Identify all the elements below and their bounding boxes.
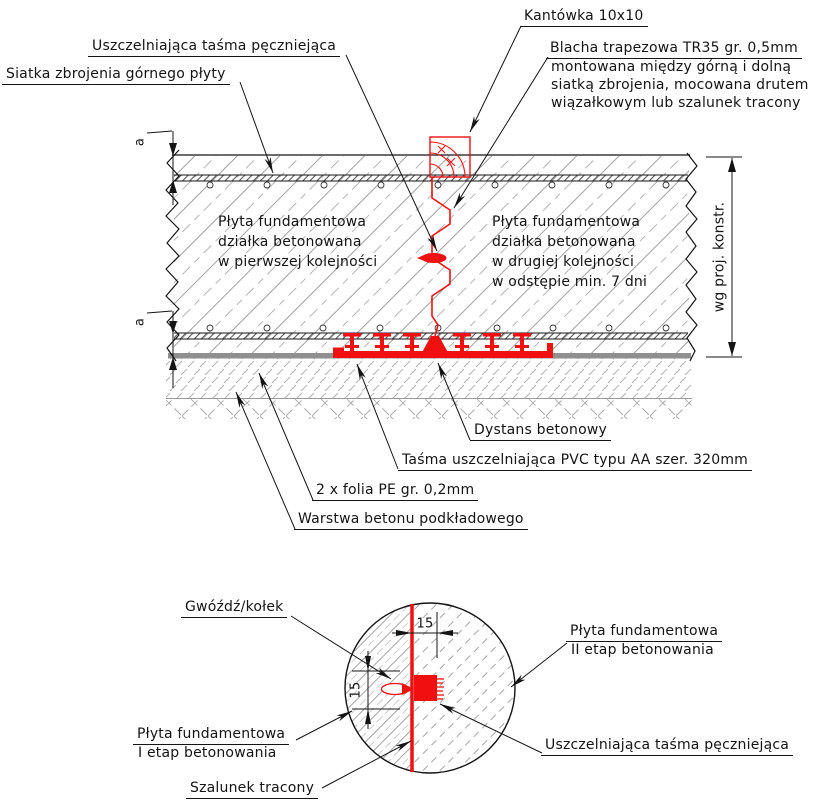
leader-stage2 bbox=[511, 643, 567, 687]
label-stage2-2: II etap betonowania bbox=[571, 642, 714, 658]
label-dim-a-bottom: a bbox=[132, 317, 148, 327]
label-top-mesh: Siatka zbrojenia górnego płyty bbox=[2, 67, 230, 85]
label-blinding-layer: Warstwa betonu podkładowego bbox=[294, 512, 528, 530]
soil-layer bbox=[166, 399, 692, 419]
leader-stage1 bbox=[296, 711, 352, 740]
detail-swelling-tape bbox=[414, 675, 437, 701]
label-nail: Gwóźdź/kołek bbox=[181, 600, 287, 618]
label-trapezoidal-sheet-4: wiązałkowym lub szalunek tracony bbox=[551, 95, 801, 111]
label-kantowka: Kantówka 10x10 bbox=[520, 9, 648, 27]
label-trapezoidal-sheet-1: Blacha trapezowa TR35 gr. 0,5mm bbox=[546, 41, 802, 59]
label-detail-tape: Uszczelniająca taśma pęczniejąca bbox=[541, 738, 793, 756]
label-slab-right-3: w drugiej kolejności bbox=[492, 254, 635, 270]
label-slab-left-1: Płyta fundamentowa bbox=[218, 214, 367, 230]
label-pvc-tape: Taśma uszczelniająca PVC typu AA szer. 320mm bbox=[398, 453, 752, 471]
label-dim-height: wg proj. konstr. bbox=[711, 201, 728, 313]
label-formwork: Szalunek tracony bbox=[186, 781, 318, 799]
label-slab-right-1: Płyta fundamentowa bbox=[492, 214, 641, 230]
label-spacer: Dystans betonowy bbox=[470, 423, 611, 441]
label-stage2-1: Płyta fundamentowa bbox=[566, 624, 722, 642]
label-dim-a-top: a bbox=[132, 137, 148, 147]
label-trapezoidal-sheet-2: montowana między górną i dolną bbox=[551, 59, 792, 75]
leader-kantowka bbox=[470, 26, 521, 132]
label-stage1-1: Płyta fundamentowa bbox=[133, 727, 289, 745]
label-slab-left-3: w pierwszej kolejności bbox=[218, 254, 378, 270]
label-dim-15-vertical: 15 bbox=[348, 681, 364, 699]
label-slab-right-2: działka betonowana bbox=[492, 234, 636, 250]
label-slab-left-2: działka betonowana bbox=[218, 234, 362, 250]
label-swelling-tape: Uszczelniająca taśma pęczniejąca bbox=[88, 39, 340, 57]
label-dim-15-horizontal: 15 bbox=[416, 616, 434, 632]
label-slab-right-4: w odstępie min. 7 dni bbox=[492, 274, 648, 290]
dimension-a-bottom bbox=[147, 311, 177, 388]
subbase-layer bbox=[166, 358, 692, 398]
label-stage1-2: I etap betonowania bbox=[138, 745, 277, 761]
label-trapezoidal-sheet-3: siatką zbrojenia, mocowana drutem bbox=[551, 77, 809, 93]
dimension-a-top bbox=[147, 131, 177, 205]
label-pe-foil: 2 x folia PE gr. 0,2mm bbox=[312, 483, 478, 501]
